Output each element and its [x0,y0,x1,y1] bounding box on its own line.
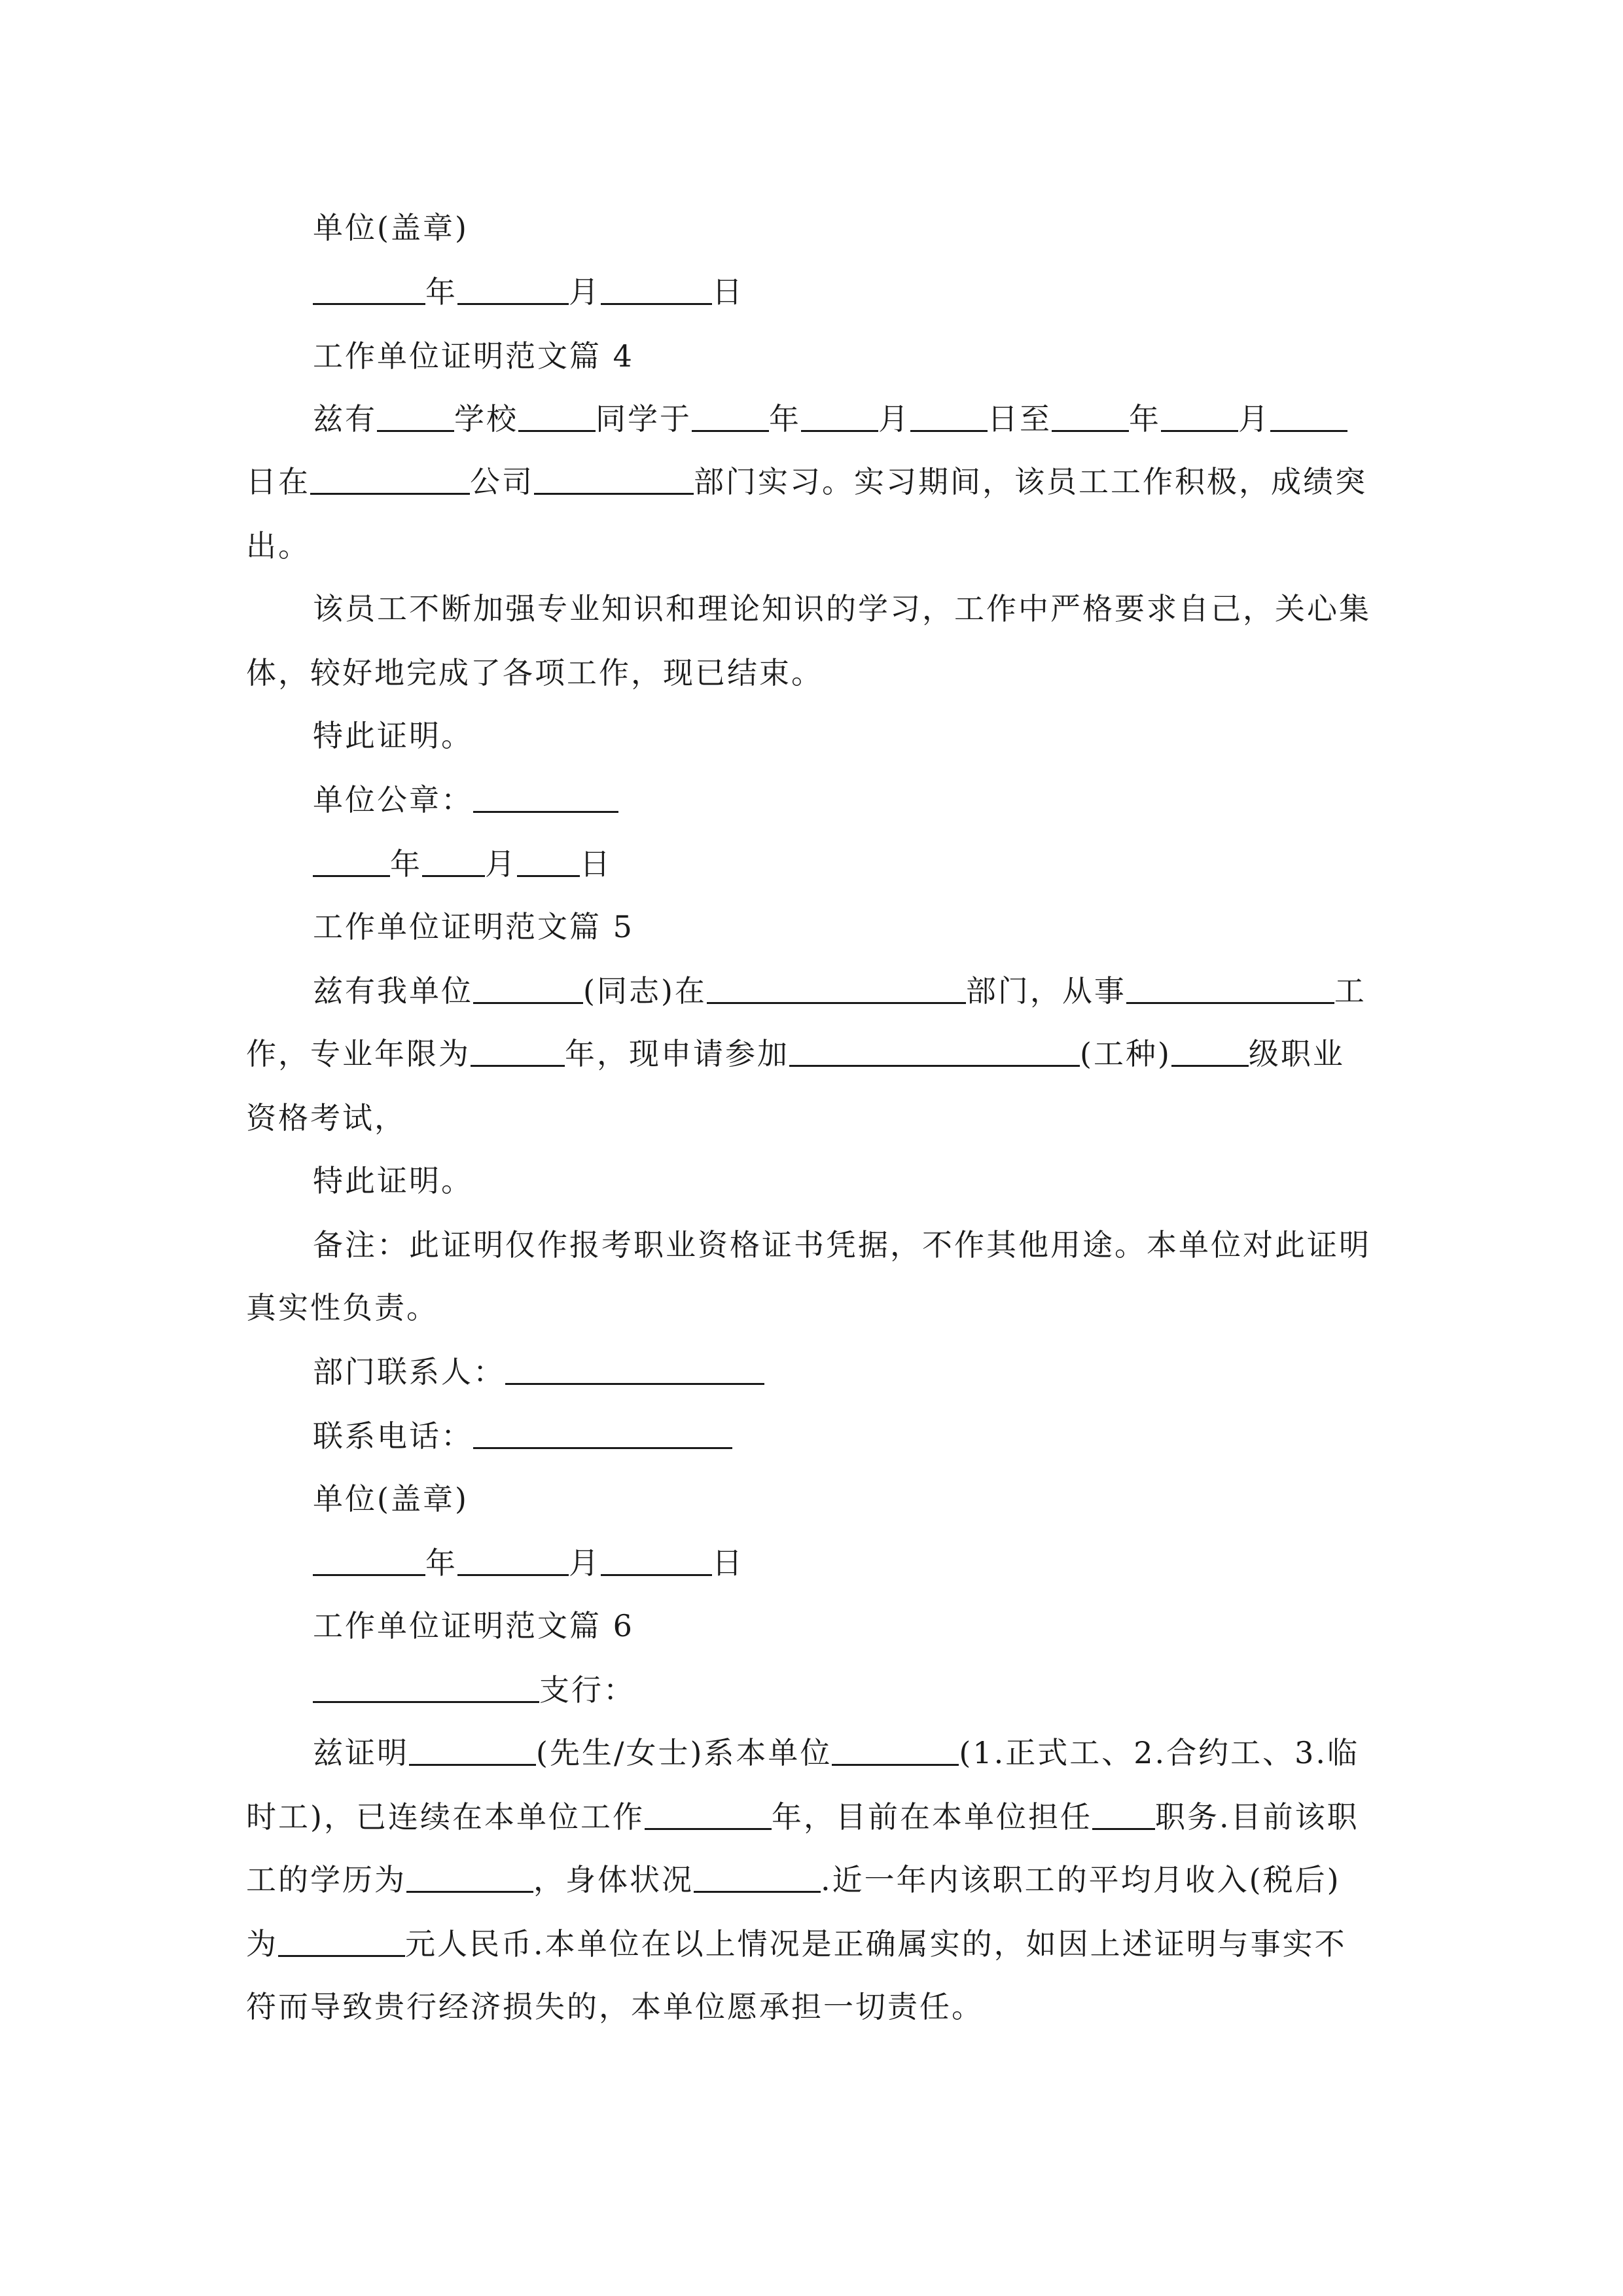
section-5-date-line: 年 月 日 [313,1543,744,1583]
seal-label: 单位(盖章) [313,210,469,245]
section-4-paragraph-2-line-1: 该员工不断加强专业知识和理论知识的学习，工作中严格要求自己，关心集 [313,591,1371,626]
section-5-phone-line: 联系电话： [313,1416,732,1456]
section-5-note-line-2: 真实性负责。 [246,1290,438,1325]
section-6-line-1: 兹证明 (先生/女士)系本单位 (1.正式工、2.合约工、3.临 [313,1735,1360,1770]
section-5-line-3: 资格考试， [246,1100,406,1136]
section-6-bank-line: 支行： [313,1670,635,1710]
section-5-title: 工作单位证明范文篇 5 [313,909,634,944]
section-4-stamp-line: 单位公章： [313,780,618,819]
section-6-line-4: 为 元人民币.本单位在以上情况是正确属实的，如因上述证明与事实不 [246,1926,1347,1962]
section-5-note-line-1: 备注：此证明仅作报考职业资格证书凭据，不作其他用途。本单位对此证明 [313,1227,1371,1263]
section-4-paragraph-1-line-1: 兹有 学校 同学于 年 月 日至 年 月 [313,399,1347,439]
section-5-line-2: 作，专业年限为 年，现申请参加 (工种) 级职业 [246,1036,1345,1071]
section-5-certify: 特此证明。 [313,1163,473,1198]
section-6-line-3: 工的学历为 ，身体状况 .近一年内该职工的平均月收入(税后) [246,1862,1341,1897]
date-line: 年 月 日 [313,272,744,312]
section-6-line-5: 符而导致贵行经济损失的，本单位愿承担一切责任。 [246,1989,984,2024]
section-5-line-1: 兹有我单位 (同志)在 部门，从事 工 [313,973,1366,1009]
section-4-certify: 特此证明。 [313,718,473,753]
section-6-line-2: 时工)，已连续在本单位工作 年，目前在本单位担任 职务.目前该职 [246,1799,1359,1835]
section-4-title: 工作单位证明范文篇 4 [313,338,634,374]
section-4-paragraph-1-line-3: 出。 [246,528,310,564]
section-4-paragraph-2-line-2: 体，较好地完成了各项工作，现已结束。 [246,655,823,691]
section-5-seal: 单位(盖章) [313,1481,469,1516]
section-4-paragraph-1-line-2: 日在 公司 部门实习。实习期间，该员工工作积极，成绩突 [246,464,1367,499]
section-4-date-line: 年 月 日 [313,844,612,884]
section-5-contact-line: 部门联系人： [313,1352,764,1391]
section-6-title: 工作单位证明范文篇 6 [313,1608,634,1643]
